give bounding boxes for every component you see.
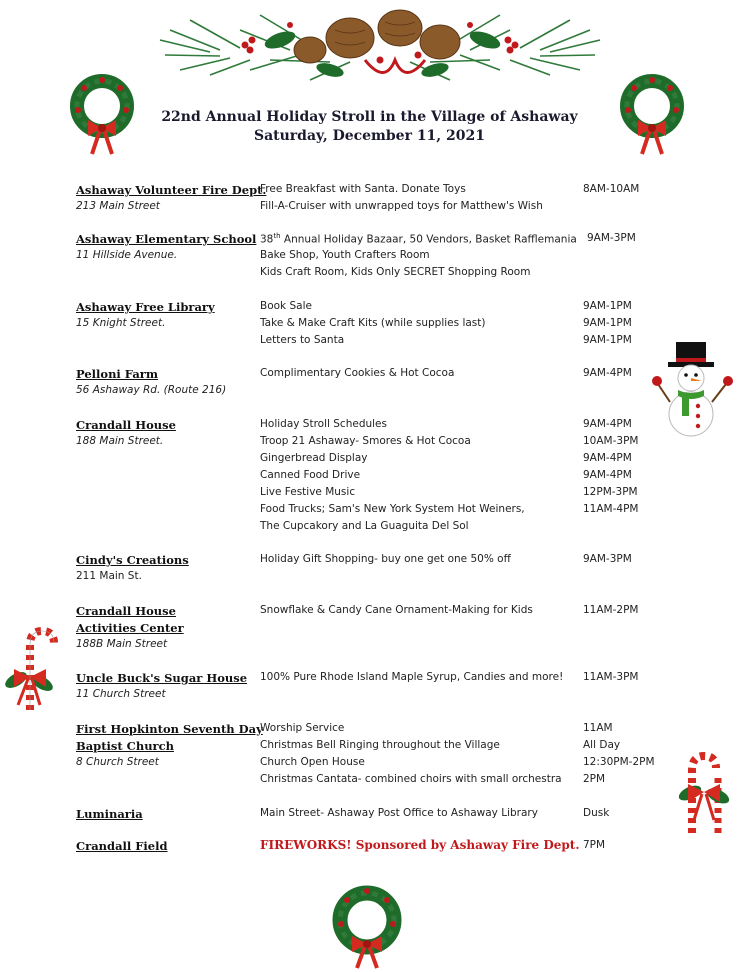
activity: Canned Food Drive — [260, 469, 361, 481]
event-time: 11AM — [583, 722, 613, 734]
activity: Book Sale — [260, 300, 312, 312]
activity: Kids Craft Room, Kids Only SECRET Shopping Room — [260, 266, 531, 278]
venue-name: Cindy's Creations — [76, 553, 189, 567]
activity: Gingerbread Display — [260, 452, 368, 464]
venue-address: 213 Main Street — [76, 200, 160, 212]
event-time: 9AM-4PM — [583, 418, 632, 430]
activity — [260, 232, 577, 246]
venue-name: Crandall House — [76, 418, 176, 432]
venue-name: Ashaway Volunteer Fire Dept. — [76, 183, 267, 197]
event-time: 9AM-4PM — [583, 367, 632, 379]
event-time: 9AM-3PM — [583, 553, 632, 565]
activity-text: Annual Holiday Bazaar, 50 Vendors, Basket Rafflemania — [280, 233, 577, 246]
activity: The Cupcakory and La Guaguita Del Sol — [260, 520, 469, 532]
event-time: 9AM-1PM — [583, 317, 632, 329]
event-time: 12PM-3PM — [583, 486, 638, 498]
venue-address: 8 Church Street — [76, 756, 159, 768]
fireworks-announcement: FIREWORKS! Sponsored by Ashaway Fire Dept. — [260, 838, 580, 852]
venue-address: 11 Church Street — [76, 688, 166, 700]
venue-address: 188 Main Street. — [76, 435, 164, 447]
activity: Church Open House — [260, 756, 365, 768]
event-time: 12:30PM-2PM — [583, 756, 655, 768]
venue-address: 11 Hillside Avenue. — [76, 249, 178, 261]
activity: Holiday Gift Shopping- buy one get one 50% off — [260, 553, 511, 565]
venue-name: Pelloni Farm — [76, 367, 159, 381]
venue-name: Baptist Church — [76, 739, 174, 753]
candy-cane-icon — [0, 625, 60, 715]
event-time: 11AM-4PM — [583, 503, 639, 515]
activity-ordinal-suffix: th — [273, 232, 281, 240]
activity: Snowflake & Candy Cane Ornament-Making for Kids — [260, 604, 533, 616]
activity: Main Street- Ashaway Post Office to Ashaway Library — [260, 807, 538, 819]
snowman-icon — [650, 340, 739, 440]
event-time: 9AM-1PM — [583, 334, 632, 346]
page-title: 22nd Annual Holiday Stroll in the Village of Ashaway — [161, 109, 578, 125]
holly-wreath-icon — [322, 880, 412, 970]
event-time: 10AM-3PM — [583, 435, 639, 447]
activity: 100% Pure Rhode Island Maple Syrup, Candies and more! — [260, 671, 564, 683]
activity: Troop 21 Ashaway- Smores & Hot Cocoa — [260, 435, 471, 447]
activity: Letters to Santa — [260, 334, 345, 346]
event-time: 9AM-4PM — [583, 452, 632, 464]
venue-name: Crandall House — [76, 604, 176, 618]
venue-name: Ashaway Free Library — [76, 300, 215, 314]
venue-name: Uncle Buck's Sugar House — [76, 671, 248, 685]
candy-cane-icon — [672, 748, 736, 838]
event-time: All Day — [583, 739, 621, 751]
venue-address: 211 Main St. — [76, 570, 142, 582]
activity: Complimentary Cookies & Hot Cocoa — [260, 367, 455, 379]
activity: Holiday Stroll Schedules — [260, 418, 387, 430]
event-time: 9AM-3PM — [587, 232, 636, 244]
event-time: 9AM-1PM — [583, 300, 632, 312]
activity: Worship Service — [260, 722, 345, 734]
event-time: 11AM-2PM — [583, 604, 639, 616]
activity: Free Breakfast with Santa. Donate Toys — [260, 183, 466, 195]
venue-address: 56 Ashaway Rd. (Route 216) — [76, 384, 227, 396]
venue-name: Luminaria — [76, 807, 143, 821]
venue-name: Activities Center — [76, 621, 184, 635]
venue-name: Ashaway Elementary School — [76, 232, 257, 246]
activity: Christmas Bell Ringing throughout the Village — [260, 739, 500, 751]
venue-address: 15 Knight Street. — [76, 317, 166, 329]
activity: Christmas Cantata- combined choirs with small orchestra — [260, 773, 562, 785]
activity: Take & Make Craft Kits (while supplies last) — [260, 317, 486, 329]
event-time: Dusk — [583, 807, 610, 819]
venue-name: First Hopkinton Seventh Day — [76, 722, 263, 736]
venue-address: 188B Main Street — [76, 638, 168, 650]
venue-name: Crandall Field — [76, 839, 168, 853]
activity: Bake Shop, Youth Crafters Room — [260, 249, 430, 261]
event-time: 8AM-10AM — [583, 183, 640, 195]
event-time: 7PM — [583, 839, 606, 851]
event-time: 9AM-4PM — [583, 469, 632, 481]
event-time: 2PM — [583, 773, 606, 785]
event-time: 11AM-3PM — [583, 671, 639, 683]
activity: Fill-A-Cruiser with unwrapped toys for Matthew's Wish — [260, 200, 543, 212]
pine-garland-icon — [150, 0, 610, 95]
activity-ordinal-number: 38 — [260, 233, 274, 246]
page-subtitle-date: Saturday, December 11, 2021 — [253, 128, 486, 144]
activity: Live Festive Music — [260, 486, 356, 498]
activity: Food Trucks; Sam's New York System Hot Weiners, — [260, 503, 525, 515]
